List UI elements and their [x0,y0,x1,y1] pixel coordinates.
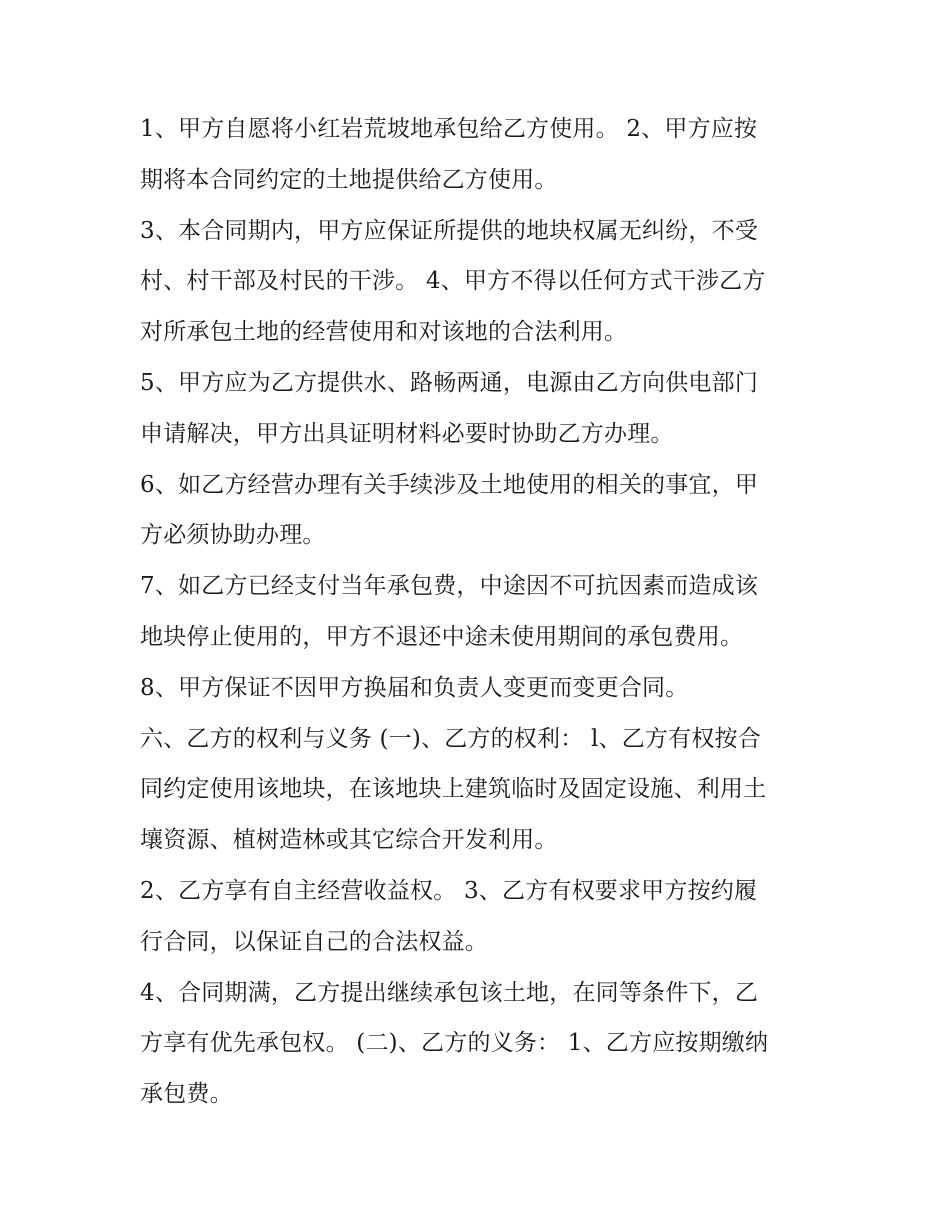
text-line: 2、乙方享有自主经营收益权。 3、乙方有权要求甲方按约履 [140,877,758,904]
text-line: 村、村干部及村民的干涉。 4、甲方不得以任何方式干涉乙方 [140,268,766,295]
text-line: 方享有优先承包权。 (二)、乙方的义务： 1、乙方应按期缴纳 [140,1030,769,1057]
text-line: 1、甲方自愿将小红岩荒坡地承包给乙方使用。 2、甲方应按 [140,116,758,142]
text-line: 对所承包土地的经营使用和对该地的合法利用。 [140,319,628,346]
text-line: 六、乙方的权利与义务 (一)、乙方的权利： l、乙方有权按合 [140,725,761,752]
text-line: 8、甲方保证不因甲方换届和负责人变更而变更合同。 [140,674,689,701]
text-line: 3、本合同期内，甲方应保证所提供的地块权属无纠纷，不受 [140,217,759,244]
text-line: 7、如乙方已经支付当年承包费，中途因不可抗因素而造成该 [140,573,759,600]
text-line: 6、如乙方经营办理有关手续涉及土地使用的相关的事宜，甲 [140,471,759,498]
document-body [140,104,820,1120]
text-line: 同约定使用该地块，在该地块上建筑临时及固定设施、利用土 [140,776,767,803]
text-line: 行合同，以保证自己的合法权益。 [140,928,488,955]
text-line: 期将本合同约定的土地提供给乙方使用。 [140,166,558,193]
text-line: 壤资源、植树造林或其它综合开发利用。 [140,827,558,854]
text-line: 承包费。 [140,1081,233,1108]
text-line: 5、甲方应为乙方提供水、路畅两通，电源由乙方向供电部门 [140,369,759,396]
text-line: 方必须协助办理。 [140,522,326,549]
text-line: 4、合同期满，乙方提出继续承包该土地，在同等条件下，乙 [140,979,759,1006]
text-line: 地块停止使用的，甲方不退还中途未使用期间的承包费用。 [140,623,744,650]
text-line: 申请解决，甲方出具证明材料必要时协助乙方办理。 [140,420,674,447]
